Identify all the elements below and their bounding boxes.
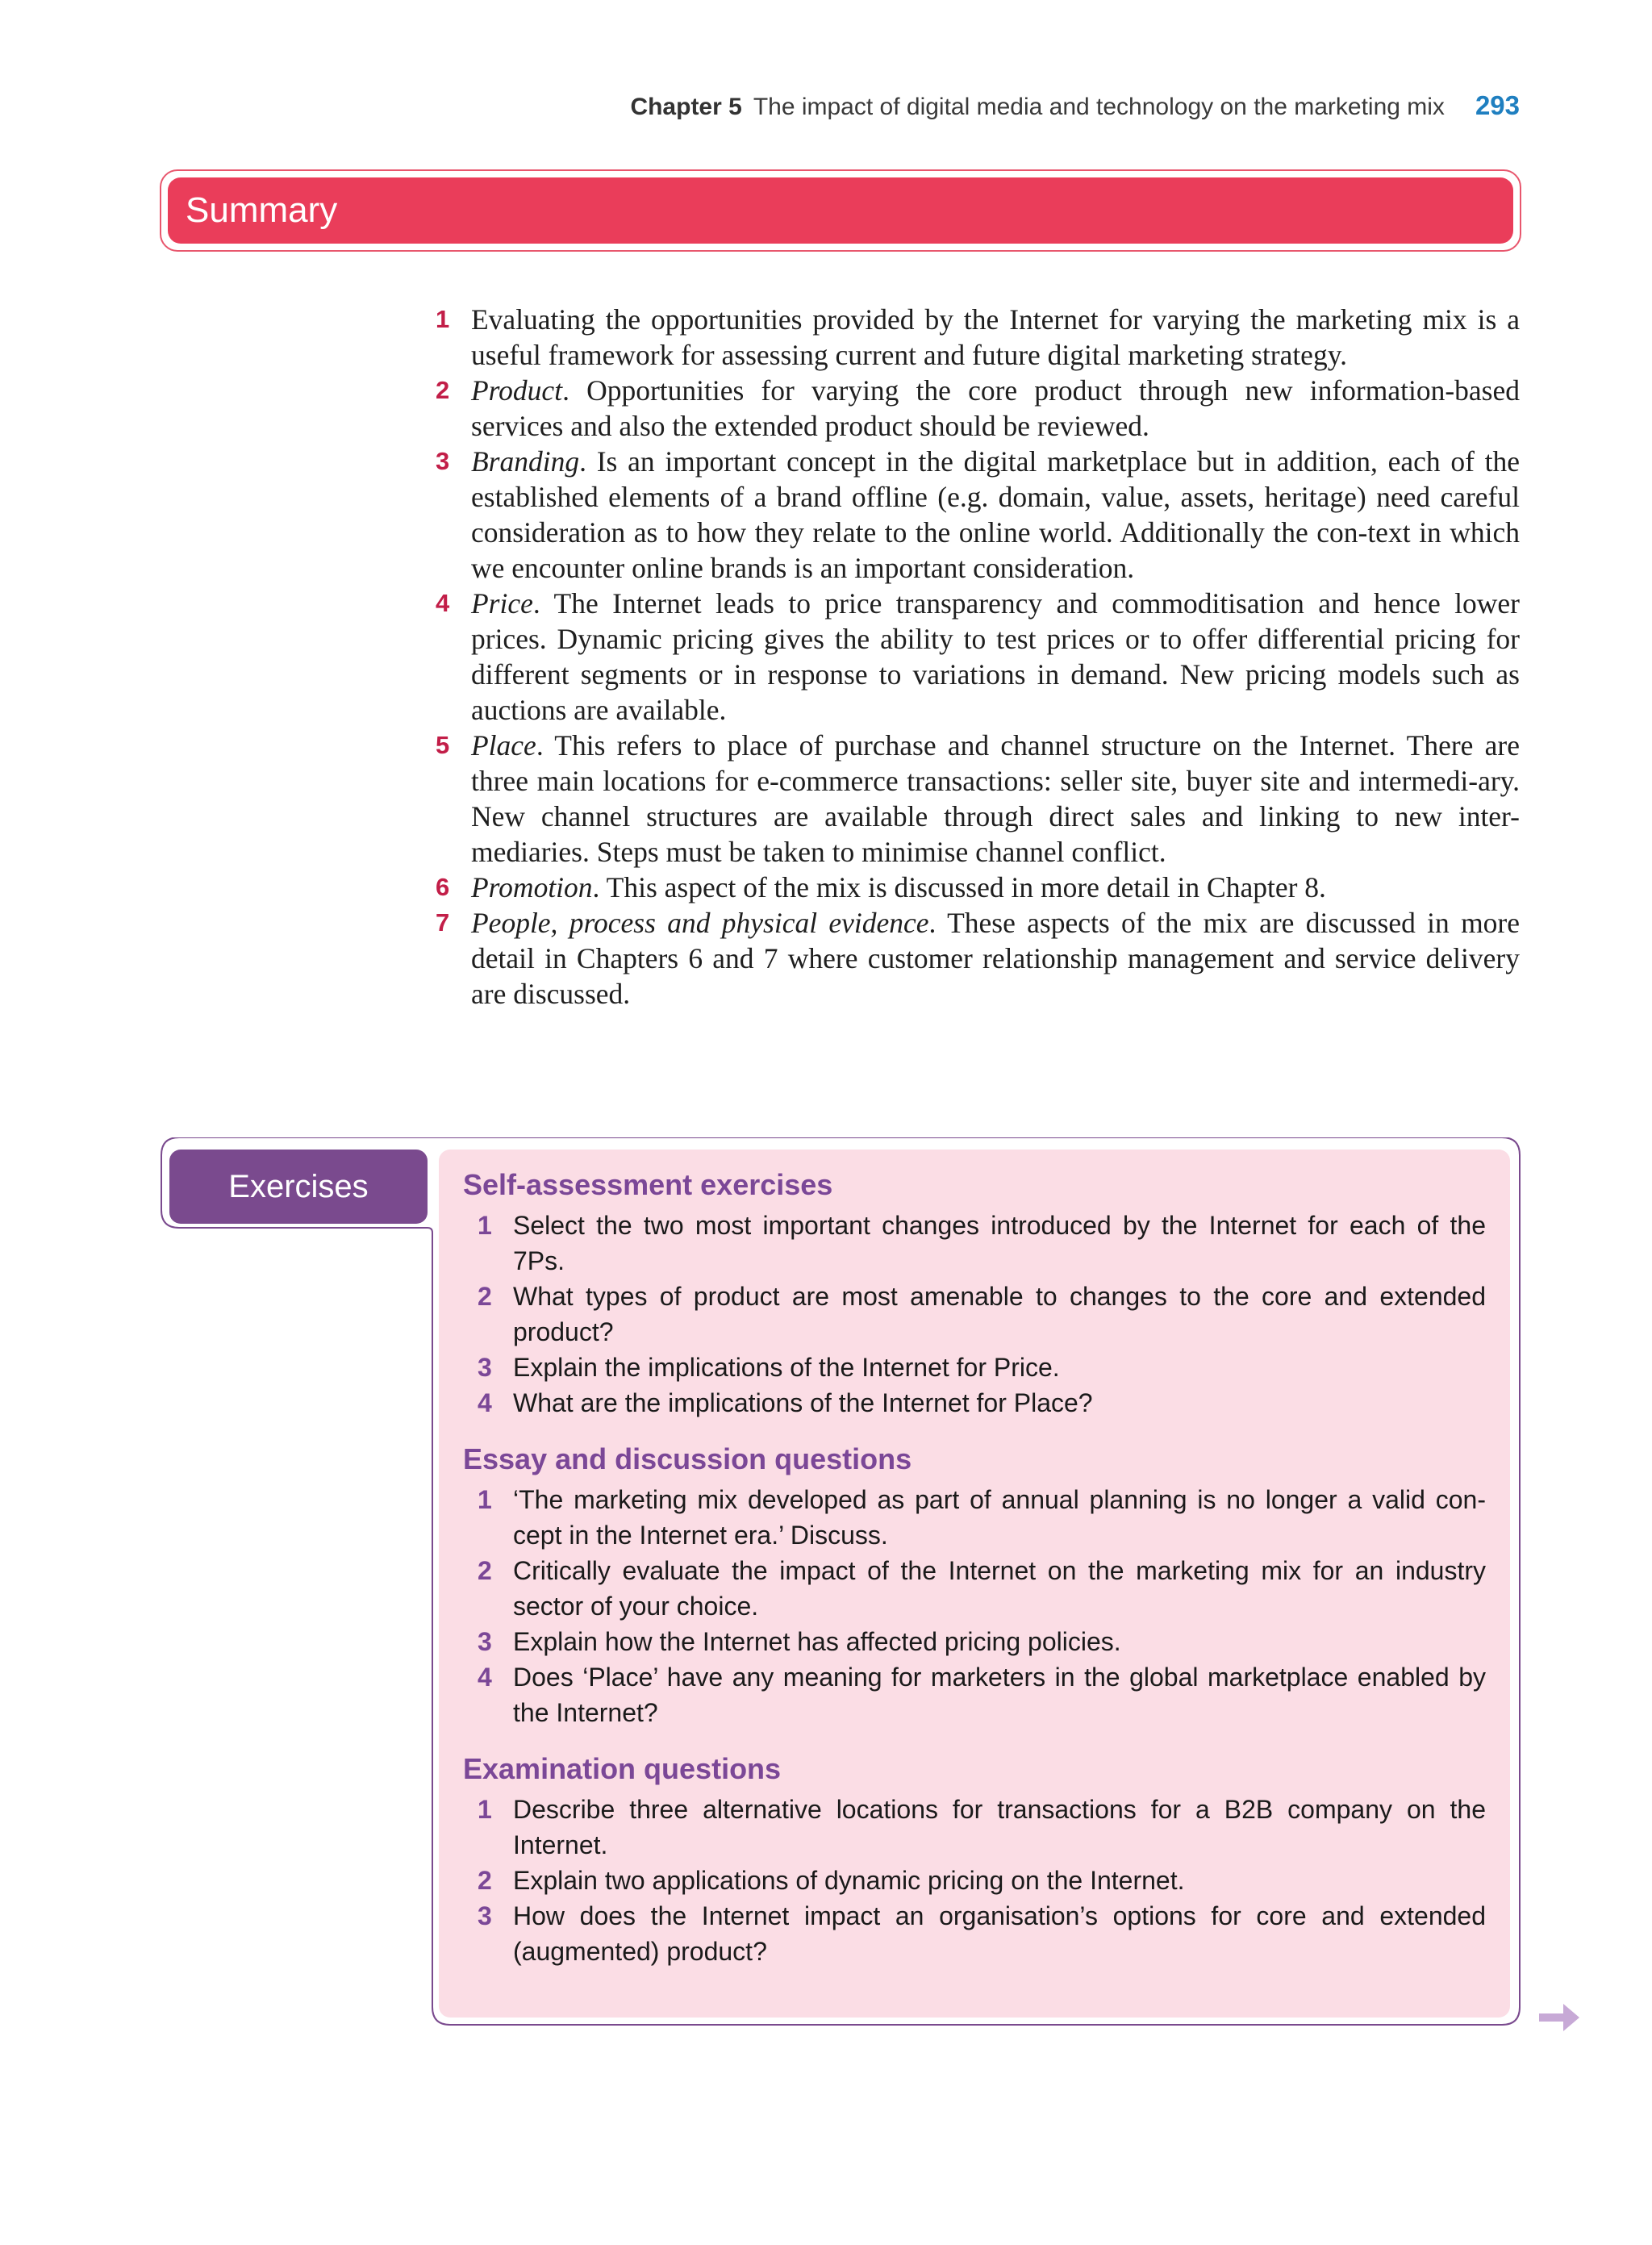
exercises-panel — [439, 1150, 1510, 2018]
arrow-right-icon-graphic — [1536, 1999, 1583, 2036]
page-number: 293 — [1475, 90, 1520, 120]
running-header — [630, 90, 1520, 121]
item-number: 2 — [436, 376, 450, 404]
question-item — [463, 1553, 1486, 1624]
question-item — [463, 1898, 1486, 1969]
item-text: Evaluating the opportunities provided by the Internet for varying the marketing mix is a useful framework for assessing current and future digital marketing strategy. — [471, 303, 1520, 371]
item-text: . These aspects of the mix are discussed in more detail in Chapters 6 and 7 where customer relationship management and service delivery are discussed. — [471, 907, 1521, 1010]
question-list — [463, 1208, 1486, 1421]
question-text: How does the Internet impact an organisation’s options for core and extended (augmented) product? — [513, 1901, 1486, 1966]
question-number: 3 — [478, 1353, 492, 1382]
summary-item — [436, 905, 1520, 1012]
question-number: 3 — [478, 1627, 492, 1656]
question-text: Explain the implications of the Internet for Price. — [513, 1353, 1060, 1382]
summary-list — [436, 302, 1520, 1012]
question-item — [463, 1624, 1486, 1659]
item-text: . Is an important concept in the digital marketplace but in addition, each of the established elements of a brand offline (e.g. domain, value, assets, heritage) need careful consideration as to how they relate to the online world. Additionally the con-text in which we encounter online brands is an important consideration. — [471, 445, 1520, 584]
question-item — [463, 1208, 1486, 1279]
item-number: 4 — [436, 589, 450, 617]
arrow-right-icon — [1536, 1999, 1583, 2036]
section-heading: Essay and discussion questions — [463, 1442, 912, 1475]
question-text: What types of product are most amenable to changes to the core and extended product? — [513, 1282, 1486, 1346]
question-text: Critically evaluate the impact of the Internet on the marketing mix for an industry sector of your choice. — [513, 1556, 1486, 1621]
question-number: 2 — [478, 1866, 492, 1895]
item-lead: Price — [471, 587, 533, 620]
exercises-tab — [169, 1150, 428, 1224]
chapter-label: Chapter 5 — [630, 94, 742, 120]
item-lead: Promotion — [471, 871, 593, 903]
question-item — [463, 1863, 1486, 1898]
question-text: What are the implications of the Internet for Place? — [513, 1388, 1093, 1417]
section-heading: Self-assessment exercises — [463, 1168, 833, 1201]
item-text: . This aspect of the mix is discussed in more detail in Chapter 8. — [592, 871, 1326, 903]
summary-bar — [168, 177, 1513, 244]
question-item — [463, 1350, 1486, 1385]
summary-item — [436, 373, 1520, 444]
question-text: Select the two most important changes introduced by the Internet for each of the 7Ps. — [513, 1211, 1486, 1275]
question-number: 4 — [478, 1663, 492, 1692]
question-text: Describe three alternative locations for transactions for a B2B company on the Internet. — [513, 1795, 1486, 1859]
item-number: 1 — [436, 305, 450, 333]
item-number: 3 — [436, 447, 450, 475]
item-number: 6 — [436, 873, 450, 901]
essay-section — [463, 1442, 1486, 1730]
summary-item — [436, 302, 1520, 373]
item-lead: Product — [471, 374, 563, 407]
question-text: Does ‘Place’ have any meaning for marketers in the global marketplace enabled by the Internet? — [513, 1663, 1486, 1727]
summary-banner — [160, 169, 1521, 252]
question-item — [463, 1279, 1486, 1350]
question-text: Explain how the Internet has affected pricing policies. — [513, 1627, 1121, 1656]
self-assessment-section — [463, 1167, 1486, 1421]
summary-item — [436, 728, 1520, 870]
question-number: 3 — [478, 1901, 492, 1930]
question-number: 4 — [478, 1388, 492, 1417]
exercises-tab-label: Exercises — [228, 1168, 369, 1204]
question-item — [463, 1792, 1486, 1863]
item-text: . This refers to place of purchase and channel structure on the Internet. There are three main locations for e-commerce transactions: seller site, buyer site and intermedi-ary. New channel structures are available through direct sales and linking to new inter-mediaries. Steps must be taken to minimise channel conflict. — [471, 729, 1520, 868]
question-number: 2 — [478, 1556, 492, 1585]
question-list — [463, 1792, 1486, 1969]
question-number: 1 — [478, 1485, 492, 1514]
question-text: ‘The marketing mix developed as part of annual planning is no longer a valid con-cept in the Internet era.’ Discuss. — [513, 1485, 1486, 1550]
item-text: . Opportunities for varying the core product through new information-based services and also the extended product should be reviewed. — [471, 374, 1520, 442]
item-text: . The Internet leads to price transparency and commoditisation and hence lower prices. Dynamic pricing gives the ability to test prices or to offer differential pricing for different segments or in response to variations in demand. New pricing models such as auctions are available. — [471, 587, 1520, 726]
summary-item — [436, 586, 1520, 728]
question-item — [463, 1659, 1486, 1730]
summary-title: Summary — [186, 190, 338, 230]
section-heading: Examination questions — [463, 1752, 782, 1785]
question-text: Explain two applications of dynamic pricing on the Internet. — [513, 1866, 1185, 1895]
item-number: 7 — [436, 908, 450, 937]
examination-section — [463, 1751, 1486, 1969]
question-number: 1 — [478, 1211, 492, 1240]
question-number: 1 — [478, 1795, 492, 1824]
chapter-title: The impact of digital media and technology on the marketing mix — [753, 94, 1445, 120]
item-lead: Place — [471, 729, 536, 762]
item-lead: Branding — [471, 445, 580, 478]
question-item — [463, 1385, 1486, 1421]
question-list — [463, 1482, 1486, 1730]
summary-item — [436, 444, 1520, 586]
question-item — [463, 1482, 1486, 1553]
item-lead: People, process and physical evidence — [471, 907, 929, 939]
summary-item — [436, 870, 1520, 905]
item-number: 5 — [436, 731, 450, 759]
question-number: 2 — [478, 1282, 492, 1311]
